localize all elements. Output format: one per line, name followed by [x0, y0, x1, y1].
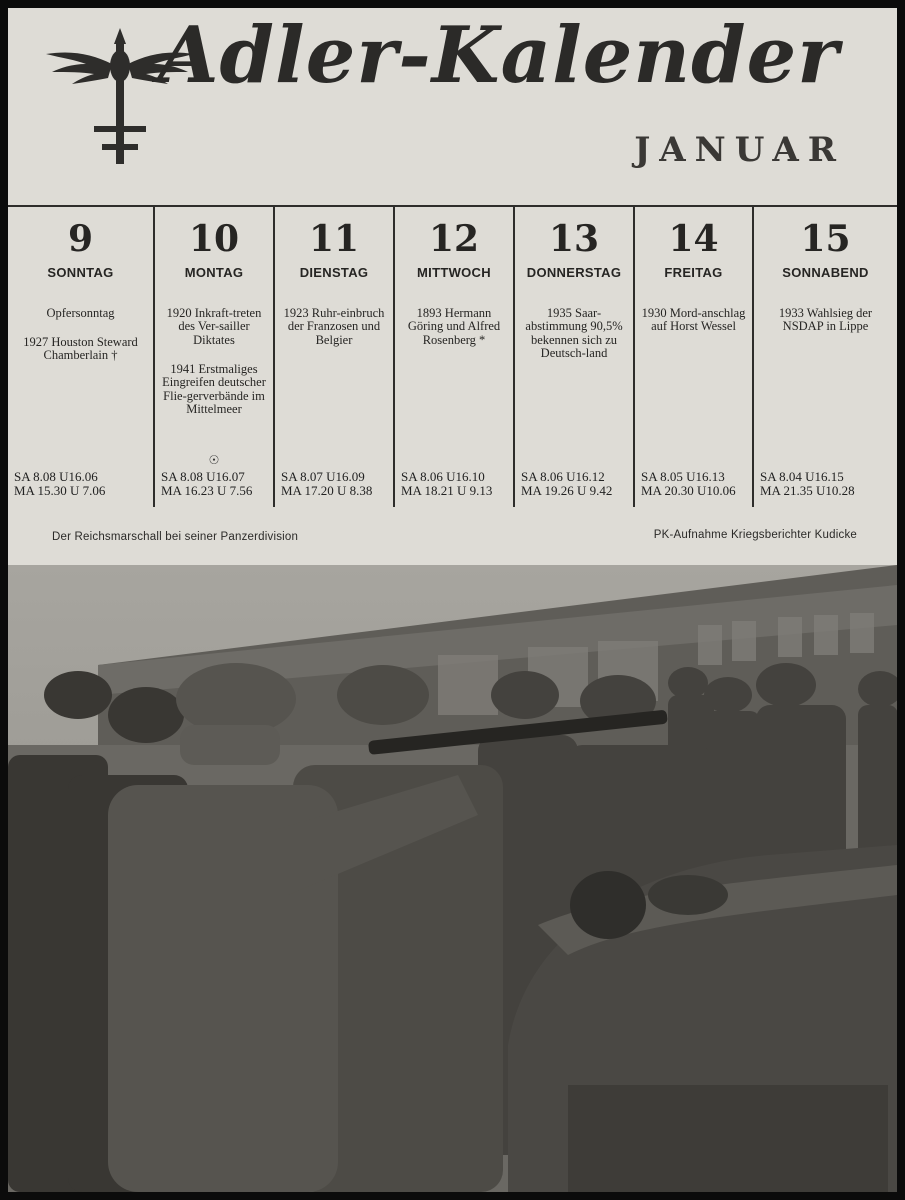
- day-number: 13: [548, 218, 600, 260]
- day-number: 14: [668, 218, 719, 260]
- sun-times: SA 8.08 U16.07: [161, 469, 245, 484]
- event-text: 1933 Wahlsieg der NSDAP in Lippe: [778, 305, 873, 333]
- photo-illustration: [8, 565, 897, 1192]
- event-text: Opfersonntag: [46, 305, 115, 320]
- moon-times: MA 15.30 U 7.06: [14, 483, 106, 498]
- day-number: 12: [428, 218, 480, 260]
- day-number: 15: [800, 218, 851, 260]
- event-text: 1930 Mord-anschlag auf Horst Wessel: [641, 305, 746, 333]
- photograph: [8, 565, 897, 1192]
- event-text: 1941 Erstmaliges Eingreifen deutscher Flie-gerverbände im Mittelmeer: [162, 361, 266, 416]
- moon-phase-icon: ☉: [208, 453, 220, 467]
- sun-times: SA 8.04 U16.15: [760, 469, 844, 484]
- event-text: 1920 Inkraft-treten des Ver-sailler Diktates: [166, 305, 262, 347]
- day-events: [281, 293, 387, 363]
- photo-credit: PK-Aufnahme Kriegsberichter Kudicke: [653, 529, 857, 541]
- day-name: SONNTAG: [47, 265, 114, 280]
- calendar-page: [8, 8, 897, 1192]
- moon-times: MA 17.20 U 8.38: [281, 483, 373, 498]
- moon-times: MA 21.35 U10.28: [760, 483, 855, 498]
- day-number: 11: [308, 218, 360, 260]
- day-name: MITTWOCH: [417, 265, 491, 280]
- day-cell-14: [635, 207, 754, 507]
- event-text: 1927 Houston Steward Chamberlain †: [23, 334, 138, 362]
- day-events: [161, 293, 267, 432]
- day-name: MONTAG: [184, 265, 244, 280]
- event-text: 1923 Ruhr-einbruch der Franzosen und Belgier: [283, 305, 385, 347]
- moon-times: MA 16.23 U 7.56: [161, 483, 253, 498]
- moon-times: MA 20.30 U10.06: [641, 483, 736, 498]
- day-events: [521, 293, 627, 376]
- event-text: 1935 Saar-abstimmung 90,5% bekennen sich zu Deutsch-land: [525, 305, 623, 360]
- day-cell-11: [275, 207, 395, 507]
- sun-times: SA 8.06 U16.10: [401, 469, 485, 484]
- day-cell-12: [395, 207, 515, 507]
- moon-times: MA 18.21 U 9.13: [401, 483, 493, 498]
- day-events: [760, 293, 891, 349]
- day-cell-13: [515, 207, 635, 507]
- moon-times: MA 19.26 U 9.42: [521, 483, 613, 498]
- day-events: [641, 293, 746, 349]
- sun-times: SA 8.06 U16.12: [521, 469, 605, 484]
- sun-times: SA 8.07 U16.09: [281, 469, 365, 484]
- calendar-title: Adler-Kalender: [158, 10, 840, 101]
- week-grid: [8, 205, 897, 509]
- day-name: FREITAG: [664, 265, 723, 280]
- day-cell-10: [155, 207, 275, 507]
- day-name: DONNERSTAG: [526, 265, 622, 280]
- day-cell-15: [754, 207, 897, 507]
- day-events: [14, 293, 147, 378]
- day-cell-9: [8, 207, 155, 507]
- sun-times: SA 8.05 U16.13: [641, 469, 725, 484]
- day-name: DIENSTAG: [299, 265, 369, 280]
- month-label: JANUAR: [634, 130, 845, 170]
- header: [8, 8, 897, 204]
- day-number: 10: [188, 218, 240, 260]
- day-events: [401, 293, 507, 363]
- sun-times: SA 8.08 U16.06: [14, 469, 98, 484]
- caption-strip: [8, 507, 897, 565]
- day-number: 9: [67, 218, 94, 260]
- photo-caption: Der Reichsmarschall bei seiner Panzerdivision: [52, 531, 299, 543]
- day-name: SONNABEND: [782, 265, 869, 280]
- event-text: 1893 Hermann Göring und Alfred Rosenberg *: [407, 305, 501, 347]
